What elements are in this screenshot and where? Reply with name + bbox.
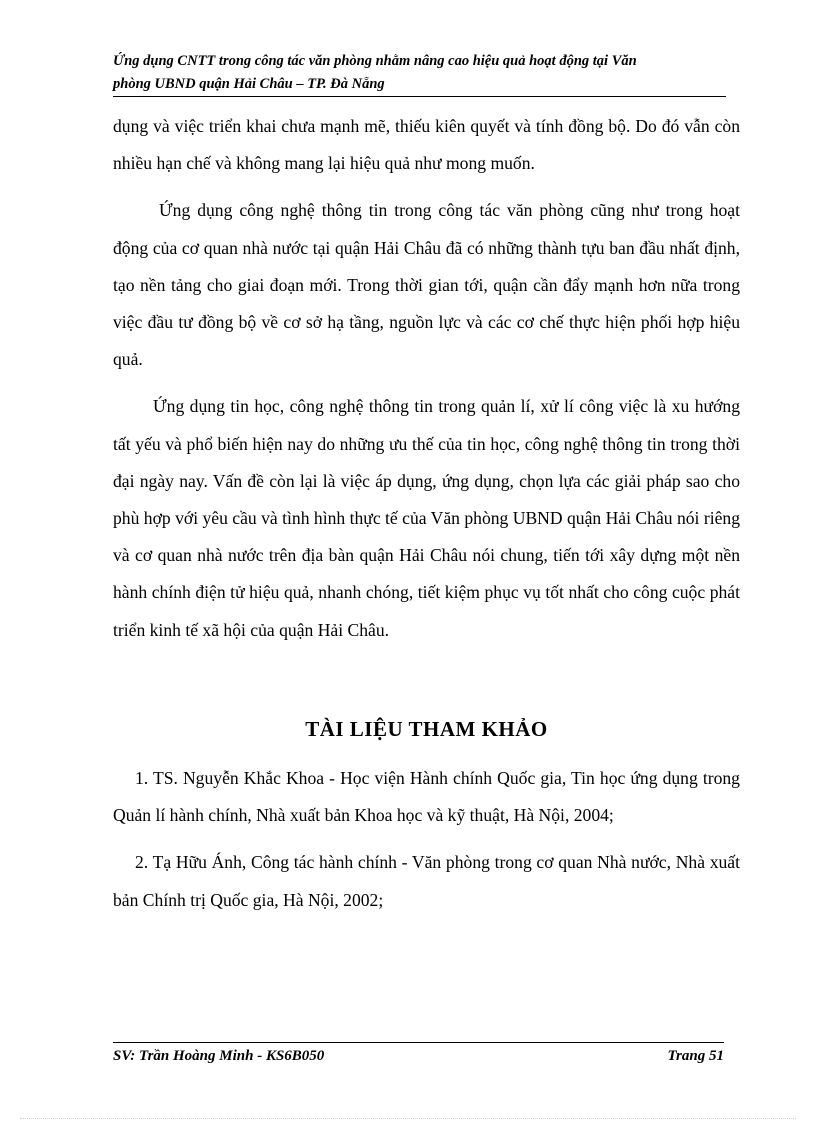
reference-number: 2. (135, 852, 149, 873)
footer-author: SV: Trần Hoàng Minh - KS6B050 (113, 1048, 325, 1064)
references-list (113, 760, 740, 919)
reference-text: TS. Nguyễn Khắc Khoa - Học viện Hành chính Quốc gia, Tin học ứng dụng trong Quản lí hành chính, Nhà xuất bản Khoa học và kỹ thuật, Hà Nội, 2004; (113, 768, 740, 826)
reference-item (113, 844, 740, 918)
page-header (113, 50, 726, 97)
body-paragraph: dụng và việc triển khai chưa mạnh mẽ, thiếu kiên quyết và tính đồng bộ. Do đó vẫn còn nhiều hạn chế và không mang lại hiệu quả như mong muốn. (113, 116, 740, 174)
references-heading: TÀI LIỆU THAM KHẢO (305, 716, 548, 741)
body-paragraph: Ứng dụng tin học, công nghệ thông tin trong quản lí, xử lí công việc là xu hướng tất yếu và phổ biến hiện nay do những ưu thế của tin học, công nghệ thông tin trong thời đại ngày nay. Vấn đề còn lại là việc áp dụng, ứng dụng, chọn lựa các giải pháp sao cho phù hợp với yêu cầu và tình hình thực tế của Văn phòng UBND quận Hải Châu nói riêng và cơ quan nhà nước trên địa bàn quận Hải Châu nói chung, tiến tới xây dựng một nền hành chính điện tử hiệu quả, nhanh chóng, tiết kiệm phục vụ tốt nhất cho công cuộc phát triển kinh tế xã hội của quận Hải Châu. (113, 396, 740, 640)
footer-page-number: Trang 51 (667, 1048, 724, 1064)
reference-number: 1. (135, 768, 149, 789)
header-title-line-1: Ứng dụng CNTT trong công tác văn phòng nhằm nâng cao hiệu quả hoạt động tại Văn (113, 53, 637, 69)
header-title-line-2: phòng UBND quận Hải Châu – TP. Đà Nẵng (113, 76, 385, 92)
main-content (113, 108, 740, 929)
page-bottom-edge (20, 1118, 796, 1119)
body-paragraph: Ứng dụng công nghệ thông tin trong công tác văn phòng cũng như trong hoạt động của cơ quan nhà nước tại quận Hải Châu đã có những thành tựu ban đầu nhất định, tạo nền tảng cho giai đoạn mới. Trong thời gian tới, quận cần đẩy mạnh hơn nữa trong việc đầu tư đồng bộ về cơ sở hạ tầng, nguồn lực và các cơ chế thực hiện phối hợp hiệu quả. (113, 200, 740, 370)
reference-text: Tạ Hữu Ánh, Công tác hành chính - Văn phòng trong cơ quan Nhà nước, Nhà xuất bản Chính trị Quốc gia, Hà Nội, 2002; (113, 852, 740, 910)
reference-item (113, 760, 740, 834)
page-footer (113, 1042, 724, 1067)
